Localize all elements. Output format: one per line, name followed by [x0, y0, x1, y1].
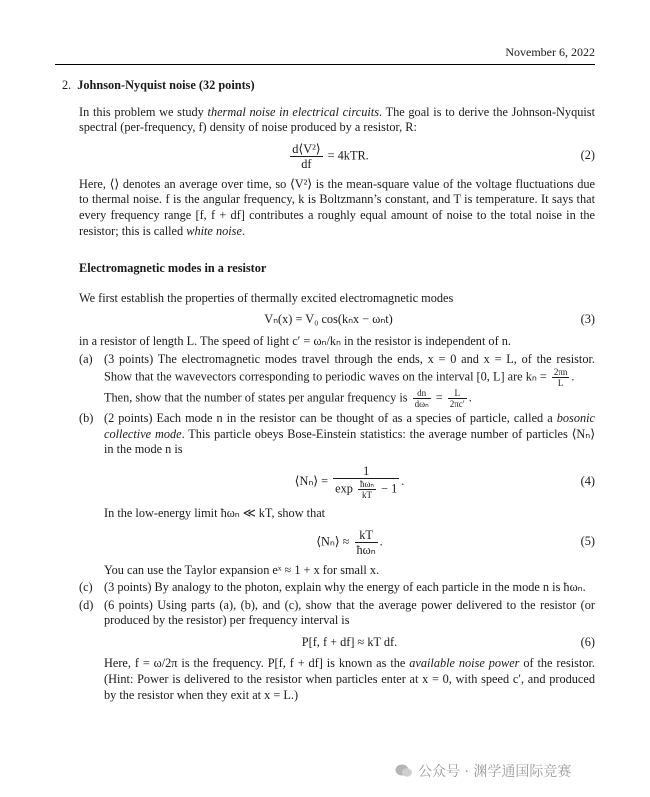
eq6-tag: (6) — [580, 634, 595, 649]
watermark — [395, 761, 571, 781]
part-d-label: (d) — [79, 597, 94, 612]
part-b-label: (b) — [79, 411, 94, 426]
question-title — [62, 78, 595, 94]
wechat-icon — [395, 764, 413, 778]
part-d: (d) (6 points) Using parts (a), (b), and (c), show that the average power delivered to the resistor (or produced by the resistor) per frequency interval is P[f, f + df] ≈ kT df. (6) Here, f = ω/2π is the frequency. P[f, f + df] is known as the available noise power of the resistor. (Hint: Power is delivered to the resistor when particles enter at x = 0, with speed c′, and produced by the resistor when they exit at x = L.) — [79, 597, 595, 702]
watermark-text: 公众号 · 渊学通国际竞赛 — [418, 764, 572, 780]
equation-6: P[f, f + df] ≈ kT df. (6) — [301, 634, 595, 649]
eq3-tag: (3) — [580, 312, 595, 327]
section-title: Electromagnetic modes in a resistor — [79, 261, 267, 276]
equation-5: ⟨Nₙ⟩ ≈ $\frac{kT}{\text{ħωₙ}}$ . (5) — [316, 527, 595, 557]
header-date: November 6, 2022 — [505, 45, 595, 59]
section-intro: We first establish the properties of thermally excited electromagnetic modes — [79, 290, 454, 305]
equation-3: Vₙ(x) = V₀ cos(kₙx − ωₙt) (3) — [264, 312, 595, 327]
eq4-tag: (4) — [580, 474, 595, 489]
content — [62, 78, 595, 703]
question-number: 2. — [62, 78, 72, 92]
question-title-text: Johnson-Nyquist noise (32 points) — [77, 78, 255, 92]
eq2-fraction: $\frac{\text{d⟨V²⟩}}{df}$ — [292, 141, 321, 171]
equation-4: ⟨Nₙ⟩ = 1 exp $\frac{\text{ħωₙ}}{kT}$ − 1 . (4) — [294, 463, 595, 500]
part-a-label: (a) — [79, 351, 93, 366]
question-intro: In this problem we study thermal noise in electrical circuits. The goal is to derive the Johnson-Nyquist spectral (per-frequency, f) density of noise produced by a resistor, R: — [79, 104, 595, 135]
eq2-tag: (2) — [580, 148, 595, 163]
question-explanation: Here, ⟨⟩ denotes an average over time, so ⟨V²⟩ is the mean-square value of the voltage fluctuations due to thermal noise. f is the angular frequency, k is Boltzmann’s constant, and T is temperature. It says that every frequency range [f, f + df] contributes a roughly equal amount of noise to the total noise in the resistor; this is called white noise. — [79, 176, 595, 238]
part-c-label: (c) — [79, 580, 93, 595]
eq5-tag: (5) — [580, 534, 595, 549]
part-b: (b) (2 points) Each mode n in the resistor can be thought of as a species of particle, called a bosonic collective mode. This particle obeys Bose-Einstein statistics: the average number of particles ⟨Nₙ⟩ in the mode n is ⟨Nₙ⟩ = 1 exp $\frac{\text{ħωₙ}}{kT}$ − 1 . (4) In the low-energy limit ħωₙ ≪ kT, show that ⟨Nₙ⟩ ≈ $\frac{kT}{\text{ħωₙ}}$ . (5) You can use the Taylor expansion eˣ ≈ 1 + x for small x. — [79, 411, 595, 577]
header-rule — [55, 64, 595, 65]
part-a: (a) (3 points) The electromagnetic modes travel through the ends, x = 0 and x = L, of the resistor. Show that the wavevectors corresponding to periodic waves on the interval [0, L] are kₙ = $\frac{2\pi n}{L}$ . Then, show that the number of states per angular frequency is $\frac{dn}{\text{dωₙ}}$ = $\frac{L}{2\pi c'}$ . — [79, 351, 595, 410]
section-after-eq3: in a resistor of length L. The speed of light c′ = ωₙ/kₙ in the resistor is independent of n. — [79, 333, 511, 348]
part-c: (c) (3 points) By analogy to the photon, explain why the energy of each particle in the mode n is ħωₙ. — [79, 580, 586, 595]
equation-2: $\frac{\text{d⟨V²⟩}}{df}$ = 4kTR. (2) — [292, 141, 595, 171]
